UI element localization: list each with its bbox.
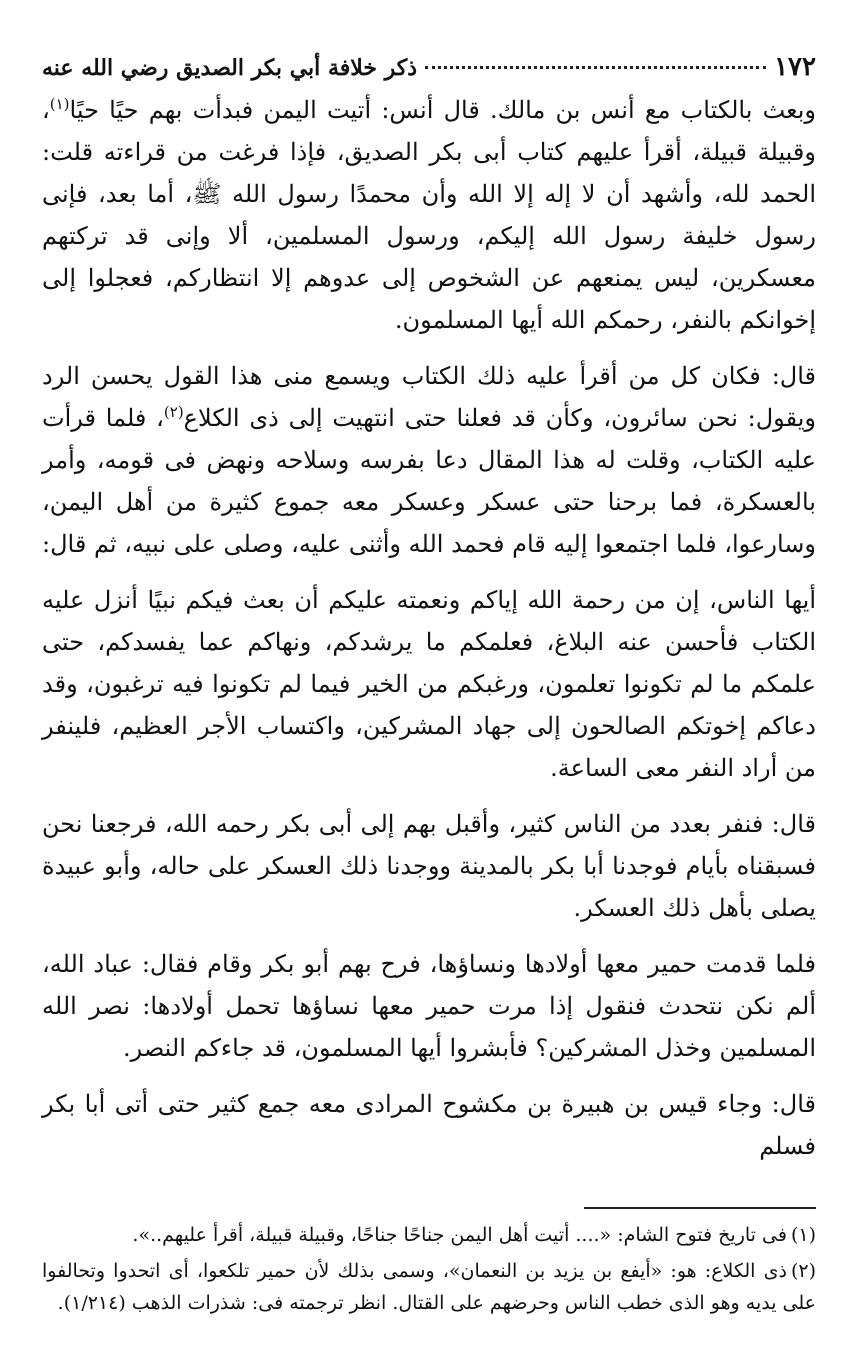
footnote-1	[42, 1219, 816, 1251]
footnote-text: فى تاريخ فتوح الشام: «.... أتيت أهل اليمن جناحًا جناحًا، وقبيلة قبيلة، أقرأ عليهم..».	[132, 1224, 787, 1246]
paragraph-text: قال: فنفر بعدد من الناس كثير، وأقبل بهم إلى أبى بكر رحمه الله، فرجعنا نحن فسبقناه بأيام فوجدنا أبا بكر بالمدينة ووجدنا ذلك العسكر على حاله، وأبو عبيدة يصلى بأهل ذلك العسكر.	[42, 810, 816, 922]
paragraph-text: ، وقبيلة قبيلة، أقرأ عليهم كتاب أبى بكر الصديق، فإذا فرغت من قراءته قلت: الحمد لله، وأشهد أن لا إله إلا الله وأن محمدًا رسول الله ﷺ، أما بعد، فإنى رسول خليفة رسول الله إليكم، ورسول المسلمين، ألا وإنى قد تركتهم معسكرين، ليس يمنعهم عن الشخوص إلى عدوهم إلا انتظاركم، فعجلوا إلى إخوانكم بالنفر، رحمكم الله أيها المسلمون.	[42, 96, 816, 334]
paragraph-text: ، فلما قرأت عليه الكتاب، وقلت له هذا المقال دعا بفرسه وسلاحه ونهض فى قومه، وأمر بالعسكرة، فما برحنا حتى عسكر وعسكر معه جموع كثيرة من أهل اليمن، وسارعوا، فلما اجتمعوا إليه قام فحمد الله وأثنى عليه، وصلى على نبيه، ثم قال:	[42, 404, 816, 558]
paragraph-6	[42, 1083, 816, 1167]
paragraph-text: وبعث بالكتاب مع أنس بن مالك. قال أنس: أتيت اليمن فبدأت بهم حيًا حيًا	[69, 96, 816, 124]
paragraph-2	[42, 355, 816, 565]
paragraph-text: أيها الناس، إن من رحمة الله إياكم ونعمته عليكم أن بعث فيكم نبيًا أنزل عليه الكتاب فأحسن عنه البلاغ، فعلمكم ما يرشدكم، ونهاكم عما يفسدكم، حتى علمكم ما لم تكونوا تعلمون، ورغبكم من الخير فيما لم تكونوا فيه ترغبون، وقد دعاكم إخوتكم الصالحون إلى جهاد المشركين، واكتساب الأجر العظيم، فلينفر من أراد النفر معى الساعة.	[42, 586, 817, 782]
page-number: ١٧٢	[774, 52, 816, 82]
footnote-separator	[584, 1207, 816, 1209]
paragraph-5	[42, 943, 816, 1069]
running-title: ذكر خلافة أبي بكر الصديق رضي الله عنه	[42, 55, 418, 81]
footnote-number: (٢)	[790, 1260, 816, 1282]
paragraph-text: قال: فكان كل من أقرأ عليه ذلك الكتاب ويسمع منى هذا القول يحسن الرد ويقول: نحن سائرون، وكأن قد فعلنا حتى انتهيت إلى ذى الكلاع	[42, 362, 816, 432]
paragraph-text: فلما قدمت حمير معها أولادها ونساؤها، فرح بهم أبو بكر وقام فقال: عباد الله، ألم نكن نتحدث فنقول إذا مرت حمير معها نساؤها تحمل أولادها: نصر الله المسلمين وخذل المشركين؟ فأبشروا أيها المسلمون، قد جاءكم النصر.	[42, 950, 816, 1062]
header-leader-dots	[425, 66, 766, 69]
paragraph-4	[42, 803, 816, 929]
footnote-number: (١)	[790, 1224, 816, 1246]
footnote-text: ذى الكلاع: هو: «أيفع بن يزيد بن النعمان»، وسمى بذلك لأن حمير تلكعوا، أى اتحدوا وتحالفوا على يديه وهو الذى خطب الناس وحرضهم على القتال. انظر ترجمته فى: شذرات الذهب (١/٢١٤).	[42, 1260, 816, 1314]
paragraph-1	[42, 89, 816, 341]
footnote-ref-2[interactable]: (٢)	[163, 403, 184, 421]
paragraph-text: قال: وجاء قيس بن هبيرة بن مكشوح المرادى معه جمع كثير حتى أتى أبا بكر فسلم	[42, 1090, 816, 1160]
footnote-2	[42, 1255, 816, 1319]
footnote-ref-1[interactable]: (١)	[49, 95, 70, 113]
paragraph-3	[42, 579, 816, 789]
page-header	[42, 52, 816, 83]
